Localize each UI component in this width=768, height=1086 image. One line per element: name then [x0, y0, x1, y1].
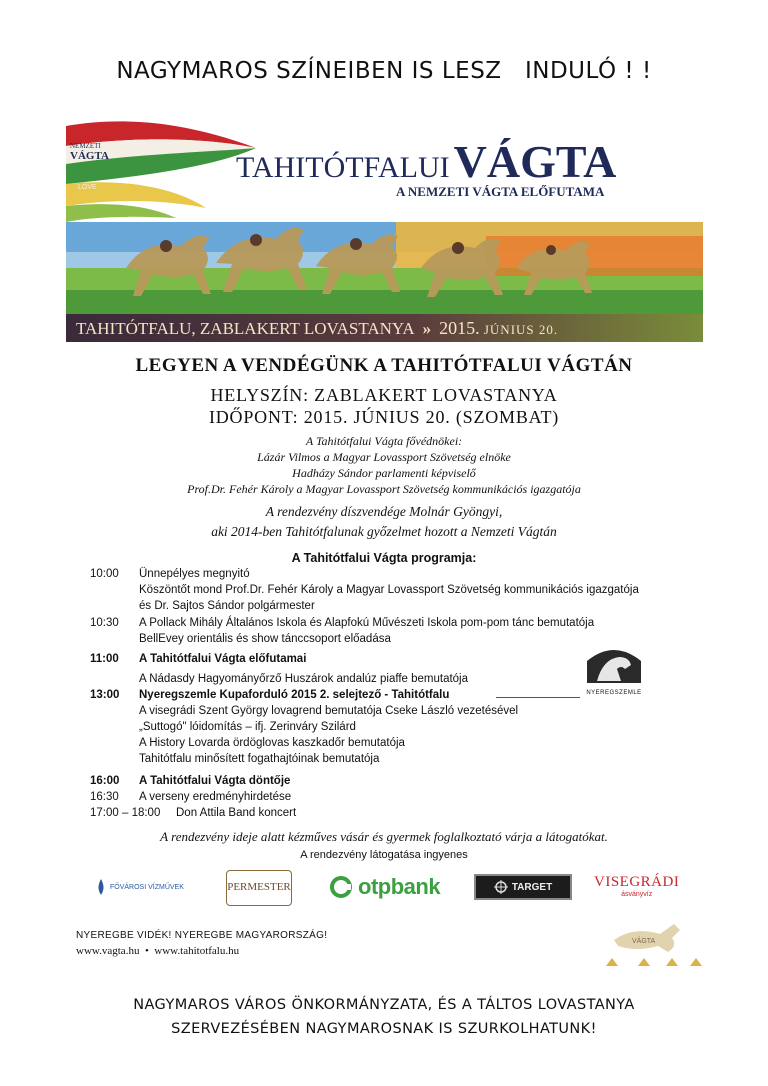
free-entry-line: A rendezvény látogatása ingyenes	[300, 849, 468, 861]
banner-subtitle: A NEMZETI VÁGTA ELŐFUTAMA	[396, 184, 605, 199]
program-item: Tahitótfalu minősített fogathajtóinak bemutatója	[139, 753, 380, 765]
nyeregszemle-label: NYEREGSZEMLE	[586, 690, 642, 696]
invite-time: IDŐPONT: 2015. JÚNIUS 20. (SZOMBAT)	[208, 407, 560, 427]
vagta-logo	[604, 920, 704, 968]
program-item: Köszöntőt mond Prof.Dr. Fehér Károly a Magyar Lovassport Szövetség kommunikációs igazgatója	[139, 584, 639, 596]
program-item: és Dr. Sajtos Sándor polgármester	[139, 600, 315, 612]
footer-line-1: NAGYMAROS VÁROS ÖNKORMÁNYZATA, ÉS A TÁLTOS LOVASTANYA	[133, 997, 635, 1013]
guest-line-2: aki 2014-ben Tahitótfalunak győzelmet hozott a Nemzeti Vágtán	[211, 524, 557, 539]
banner-title	[236, 135, 616, 188]
bar-separator: »	[422, 319, 432, 338]
patron-3: Prof.Dr. Fehér Károly a Magyar Lovassport Szövetség kommunikációs igazgatója	[187, 482, 581, 496]
vagta-logo-label: VÁGTA	[632, 938, 656, 945]
sponsor-label: PERMESTER	[227, 881, 291, 893]
program-item: A verseny eredményhirdetése	[139, 791, 292, 803]
sponsor-sublabel: ásványvíz	[621, 891, 653, 898]
bar-location: TAHITÓTFALU, ZABLAKERT LOVASTANYA	[76, 319, 415, 338]
sponsor-label: TARGET	[511, 881, 553, 893]
program-time: 17:00 – 18:00	[90, 807, 161, 819]
invite-place: HELYSZÍN: ZABLAKERT LOVASTANYA	[210, 385, 558, 405]
bar-year: 2015.	[439, 318, 480, 338]
program-item: „Suttogó" lóidomítás – ifj. Zerinváry Szilárd	[139, 721, 356, 733]
program-time: 16:30	[90, 791, 119, 803]
program-item: Nyeregszemle Kupaforduló 2015 2. selejtező - Tahitótfalu	[139, 689, 450, 701]
program-time: 11:00	[90, 653, 119, 665]
program-time: 10:00	[90, 568, 119, 580]
nyeregszemle-logo	[583, 643, 645, 696]
invite-headline: LEGYEN A VENDÉGÜNK A TAHITÓTFALUI VÁGTÁN	[135, 355, 633, 376]
sponsor-label: FŐVÁROSI VÍZMŰVEK	[110, 883, 184, 891]
websites: www.vagta.hu • www.tahitotfalu.hu	[76, 945, 240, 957]
crosshair-icon	[494, 880, 508, 894]
guest-line-1: A rendezvény díszvendége Molnár Gyöngyi,	[265, 504, 503, 519]
program-item: A Tahitótfalui Vágta döntője	[139, 775, 291, 787]
water-drop-icon	[96, 878, 106, 896]
top-heading: NAGYMAROS SZÍNEIBEN IS LESZ INDULÓ ! !	[116, 58, 652, 84]
program-item: BellEvey orientális és show táncсsoport előadása	[139, 633, 391, 645]
footer-line-2: SZERVEZÉSÉBEN NAGYMAROSNAK IS SZURKOLHATUNK!	[171, 1021, 597, 1037]
program-title: A Tahitótfalui Vágta programja:	[291, 551, 477, 565]
program-item: A Pollack Mihály Általános Iskola és Alapfokú Művészeti Iskola pom-pom tánc bemutatója	[139, 617, 595, 629]
banner-logo-small-3: LOVE	[78, 184, 97, 191]
sponsor-target	[474, 874, 572, 900]
patrons-title: A Tahitótfalui Vágta fővédnökei:	[305, 434, 463, 448]
sponsor-fovarosi-vizmuvek	[96, 878, 184, 896]
slogan: NYEREGBE VIDÉK! NYEREGBE MAGYARORSZÁG!	[76, 930, 328, 941]
divider	[496, 697, 580, 698]
program-item: A Tahitótfalui Vágta előfutamai	[139, 653, 307, 665]
horse-head-icon	[583, 643, 645, 685]
banner-title-part2: VÁGTA	[453, 136, 617, 187]
banner-logo-small-1: NEMZETI	[70, 142, 101, 150]
program-time: 16:00	[90, 775, 120, 787]
program-item: A History Lovarda ördöglovas kaszkadőr bemutatója	[139, 737, 405, 749]
patron-2: Hadházy Sándor parlamenti képviselő	[292, 466, 476, 480]
sponsor-visegradi	[594, 874, 679, 898]
banner-logo-small-2: VÁGTA	[70, 150, 109, 162]
program-item: A visegrádi Szent György lovagrend bemutatója Cseke László vezetésével	[139, 705, 519, 717]
sponsor-permester	[226, 870, 292, 906]
patron-1: Lázár Vilmos a Magyar Lovassport Szövetség elnöke	[257, 450, 511, 464]
program-time: 10:30	[90, 617, 119, 629]
activities-line: A rendezvény ideje alatt kézműves vásár és gyermek foglalkoztató várja a látogatókat.	[160, 829, 608, 844]
sponsor-label: VISEGRÁDI	[594, 874, 680, 890]
bar-date: JÚNIUS 20.	[483, 322, 559, 337]
event-banner	[66, 118, 703, 342]
program-item: Ünnepélyes megnyitó	[139, 568, 250, 580]
otp-logo-icon	[330, 876, 352, 898]
program-item: A Nádasdy Hagyományőrző Huszárok andalúz piaffe bemutatója	[139, 673, 469, 685]
sponsor-otpbank	[330, 874, 440, 900]
banner-title-part1: TAHITÓTFALUI	[236, 151, 450, 184]
program-time: 13:00	[90, 689, 120, 701]
program-item: Don Attila Band koncert	[176, 807, 297, 819]
banner-location-bar	[66, 314, 703, 342]
sponsor-label: otpbank	[358, 874, 441, 899]
